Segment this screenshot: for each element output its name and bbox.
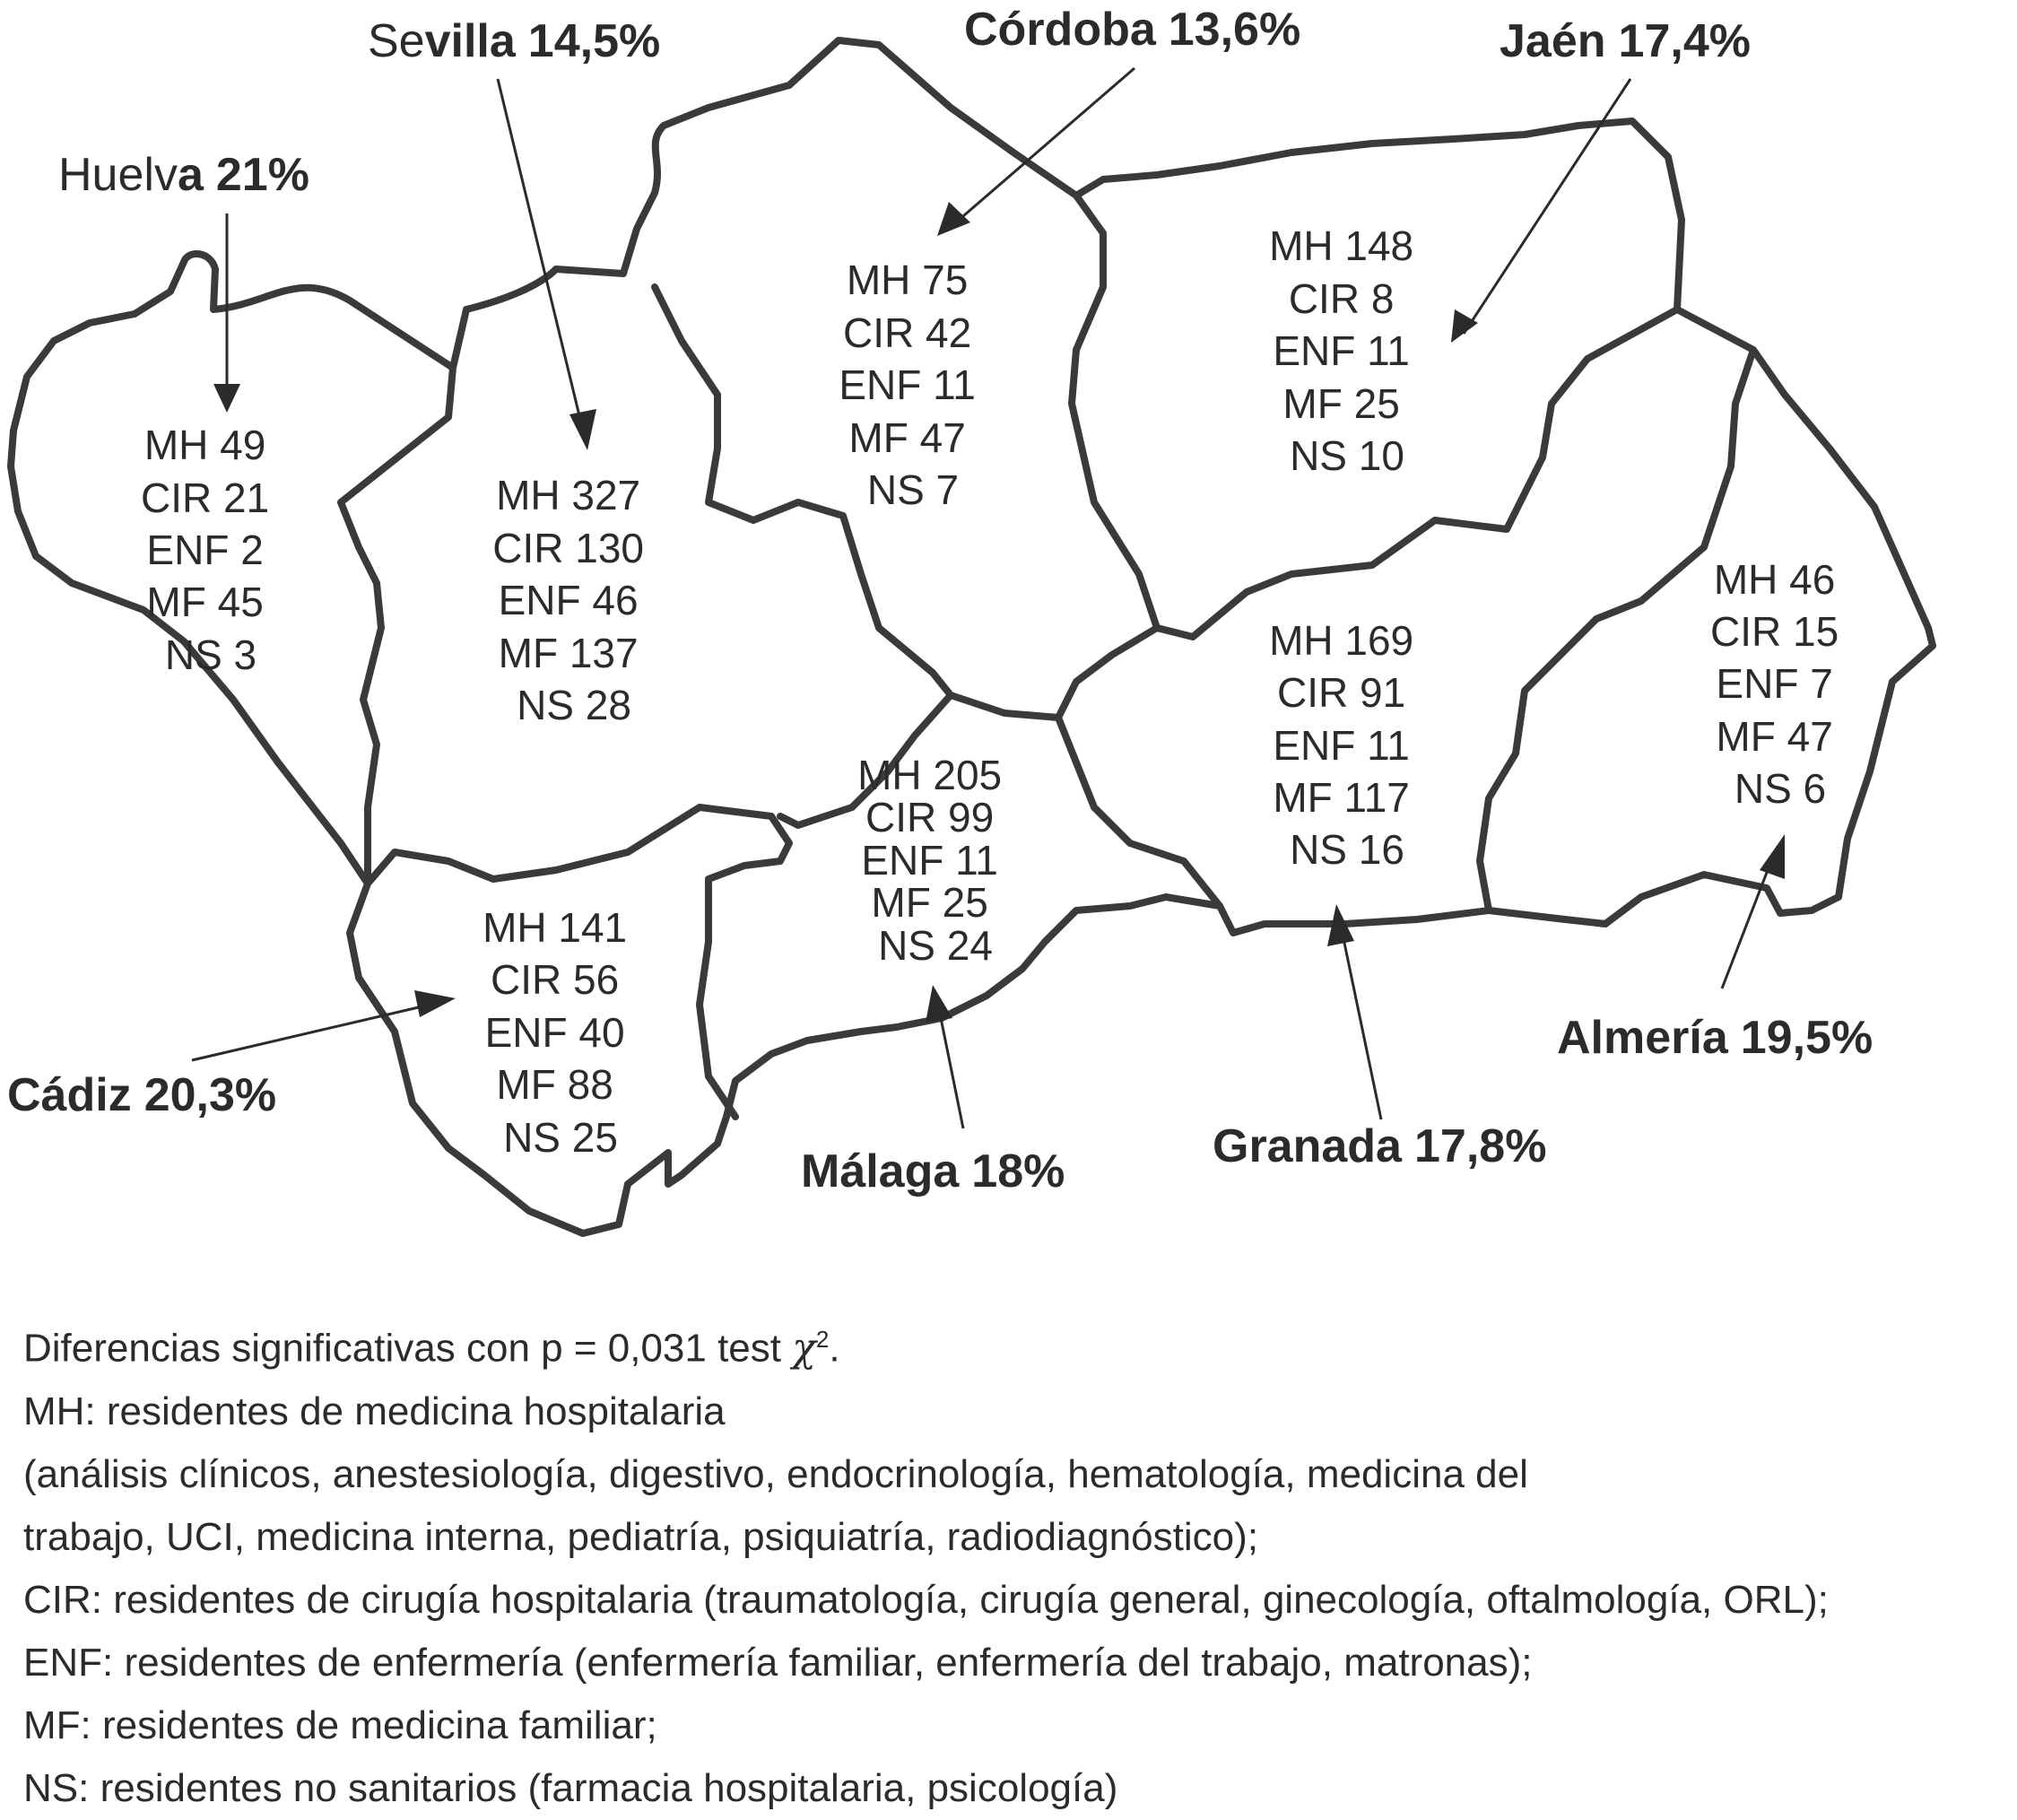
label-jaen-pct: 17,4% (1618, 15, 1751, 67)
stat-line: ENF 40 (484, 1009, 625, 1056)
stat-line: CIR 130 (492, 525, 644, 571)
stat-line: MF 117 (1273, 774, 1410, 821)
chi-symbol: χ (792, 1325, 816, 1372)
stat-line: NS 3 (164, 631, 257, 678)
stat-line: MH 46 (1713, 556, 1836, 603)
stat-line: MH 148 (1269, 222, 1414, 269)
stat-line: MF 47 (1716, 713, 1833, 760)
note-mh-detail-1: (análisis clínicos, anestesiología, digestivo, endocrinología, hematología, medicina del (23, 1451, 1528, 1496)
stats-sevilla (492, 472, 656, 728)
label-sevilla (368, 15, 660, 67)
label-cadiz-pct: 20,3% (143, 1069, 277, 1121)
stats-malaga (857, 752, 1013, 969)
label-malaga (801, 1145, 1065, 1197)
label-huelva-pct: 21% (215, 149, 309, 201)
stat-line: CIR 99 (865, 794, 995, 840)
stat-line: NS 10 (1290, 432, 1404, 479)
significance-note (23, 1308, 2005, 1380)
note-enf: ENF: residentes de enfermería (enfermería familiar, enfermería del trabajo, matronas); (23, 1640, 1533, 1685)
stat-line: MH 169 (1269, 617, 1414, 664)
stats-granada (1269, 617, 1425, 873)
stat-line: MF 25 (871, 879, 988, 926)
stat-line: NS 28 (517, 682, 631, 728)
label-granada (1213, 1120, 1546, 1172)
stat-line: CIR 8 (1288, 275, 1395, 322)
stat-line: CIR 56 (491, 956, 620, 1003)
arrow-malaga (938, 1005, 963, 1128)
label-almeria (1557, 1012, 1873, 1064)
arrow-granada (1341, 926, 1381, 1119)
stat-line: CIR 91 (1277, 669, 1406, 716)
note-mf: MF: residentes de medicina familiar; (23, 1702, 657, 1747)
stats-cadiz (483, 904, 639, 1161)
label-huelva (58, 149, 309, 201)
label-granada-name: Granada (1213, 1120, 1402, 1172)
stat-line: MF 88 (496, 1061, 613, 1108)
stat-line: CIR 42 (843, 309, 972, 356)
stat-line: CIR 15 (1710, 608, 1839, 655)
label-cordoba-pct: 13,6% (1168, 4, 1301, 56)
label-malaga-pct: 18% (971, 1145, 1065, 1197)
stats-jaen (1269, 222, 1425, 479)
stat-line: ENF 11 (861, 837, 998, 884)
stat-line: MH 75 (846, 257, 969, 303)
label-sevilla-suffix: villa (424, 15, 516, 67)
stat-line: NS 16 (1290, 826, 1404, 873)
stat-line: CIR 21 (141, 475, 270, 521)
stat-line: ENF 11 (1273, 327, 1410, 374)
note-ns: NS: residentes no sanitarios (farmacia hospitalaria, psicología) (23, 1765, 1118, 1810)
label-sevilla-prefix: Se (368, 15, 425, 67)
stat-line: MF 137 (498, 630, 639, 676)
label-cordoba-name: Córdoba (964, 4, 1156, 56)
stat-line: ENF 46 (498, 577, 639, 623)
stat-line: MH 327 (496, 472, 641, 518)
stat-line: MF 47 (848, 414, 966, 461)
label-huelva-prefix: Huelv (58, 149, 178, 201)
stat-line: ENF 11 (839, 361, 976, 408)
label-sevilla-pct: 14,5% (527, 15, 661, 67)
note-mh-detail-2: trabajo, UCI, medicina interna, pediatría, psiquiatría, radiodiagnóstico); (23, 1514, 1258, 1559)
stat-line: NS 25 (503, 1114, 618, 1161)
label-granada-pct: 17,8% (1413, 1120, 1547, 1172)
label-cordoba (964, 4, 1300, 56)
label-almeria-pct: 19,5% (1740, 1012, 1874, 1064)
stat-line: MH 141 (483, 904, 628, 951)
stat-line: MH 205 (857, 752, 1003, 798)
label-cadiz (7, 1069, 276, 1121)
map-notes (23, 1308, 2005, 1820)
significance-prefix: Diferencias significativas con p = 0,031 test (23, 1326, 793, 1371)
stat-line: NS 6 (1734, 765, 1827, 812)
label-jaen (1500, 15, 1751, 67)
note-cir: CIR: residentes de cirugía hospitalaria (traumatología, cirugía general, ginecología, oftalmología, ORL); (23, 1577, 1829, 1622)
label-malaga-name: Málaga (801, 1145, 960, 1197)
stat-line: MF 45 (146, 579, 264, 625)
stat-line: MF 25 (1282, 380, 1400, 427)
stat-line: NS 24 (878, 922, 993, 969)
stat-line: ENF 11 (1273, 722, 1410, 769)
label-huelva-suffix: a (177, 149, 204, 201)
significance-suffix: . (829, 1326, 840, 1371)
stat-line: NS 7 (866, 466, 960, 513)
chi-exponent: 2 (815, 1326, 830, 1353)
stat-line: ENF 7 (1716, 660, 1833, 707)
label-almeria-name: Almería (1557, 1012, 1728, 1064)
stat-line: ENF 2 (146, 527, 264, 573)
note-mh: MH: residentes de medicina hospitalaria (23, 1389, 726, 1433)
label-cadiz-name: Cádiz (7, 1069, 132, 1121)
label-jaen-name: Jaén (1500, 15, 1606, 67)
stat-line: MH 49 (143, 422, 266, 468)
